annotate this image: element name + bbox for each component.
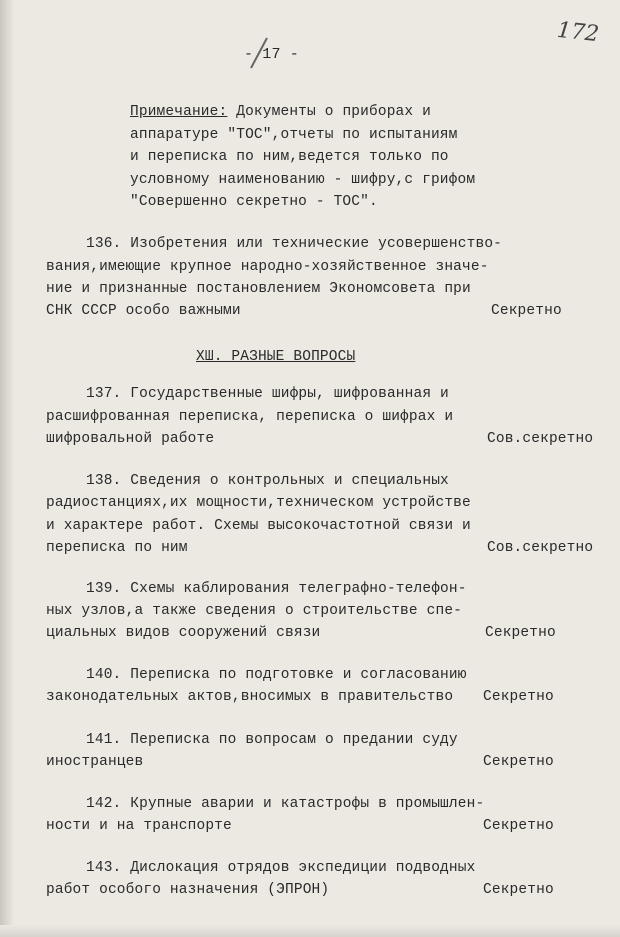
item-138-line-4: переписка по ним [46, 540, 188, 556]
item-136-line-2: вания,имеющие крупное народно-хозяйственное значе- [46, 259, 489, 275]
item-139-status: Секретно [485, 625, 556, 641]
item-138-line-3: и характере работ. Схемы высокочастотной связи и [46, 518, 471, 534]
item-140-line-2: законодательных актов,вносимых в правительство [46, 689, 454, 705]
item-136-line-3: ние и признанные постановлением Экономсовета при [46, 281, 471, 297]
item-137-line-1: 137. Государственные шифры, шифрованная и [86, 386, 449, 402]
item-142-line-1: 142. Крупные аварии и катастрофы в промышлен- [86, 796, 485, 812]
item-136-line-1: 136. Изобретения или технические усовершенство- [86, 236, 503, 252]
note-line-2: аппаратуре "ТОС",отчеты по испытаниям [130, 127, 458, 143]
handwritten-page-number: 172 [555, 17, 601, 48]
item-139-line-1: 139. Схемы каблирования телеграфно-телефон- [86, 581, 467, 597]
item-142-line-2: ности и на транспорте [46, 818, 232, 834]
item-141-status: Секретно [483, 754, 554, 770]
page-number: - 17 - [244, 46, 299, 63]
section-heading: XШ. РАЗНЫЕ ВОПРОСЫ [196, 349, 356, 365]
item-143-line-2: работ особого назначения (ЭПРОН) [46, 882, 330, 898]
item-138-line-2: радиостанциях,их мощности,техническом устройстве [46, 495, 471, 511]
note-label: Примечание: [130, 104, 228, 120]
item-143-line-1: 143. Дислокация отрядов экспедиции подводных [86, 860, 476, 876]
item-137-line-2: расшифрованная переписка, переписка о шифрах и [46, 409, 454, 425]
item-139-line-2: ных узлов,а также сведения о строительстве спе- [46, 603, 463, 619]
item-136-line-4: СНК СССР особо важными [46, 303, 241, 319]
item-139-line-3: циальных видов сооружений связи [46, 625, 321, 641]
item-136-status: Секретно [491, 303, 562, 319]
item-137-status: Сов.секретно [487, 431, 594, 447]
note-line-1: Примечание: Документы о приборах и [130, 104, 431, 120]
item-138-status: Сов.секретно [487, 540, 594, 556]
item-143-status: Секретно [483, 882, 554, 898]
note-line-4: условному наименованию - шифру,с грифом [130, 172, 476, 188]
item-141-line-2: иностранцев [46, 754, 144, 770]
note-line-5: "Совершенно секретно - ТОС". [130, 194, 378, 210]
item-138-line-1: 138. Сведения о контрольных и специальных [86, 473, 449, 489]
item-140-line-1: 140. Переписка по подготовке и согласованию [86, 667, 467, 683]
note-line-3: и переписка по ним,ведется только по [130, 149, 449, 165]
item-137-line-3: шифровальной работе [46, 431, 215, 447]
item-140-status: Секретно [483, 689, 554, 705]
item-142-status: Секретно [483, 818, 554, 834]
item-141-line-1: 141. Переписка по вопросам о предании суду [86, 732, 458, 748]
